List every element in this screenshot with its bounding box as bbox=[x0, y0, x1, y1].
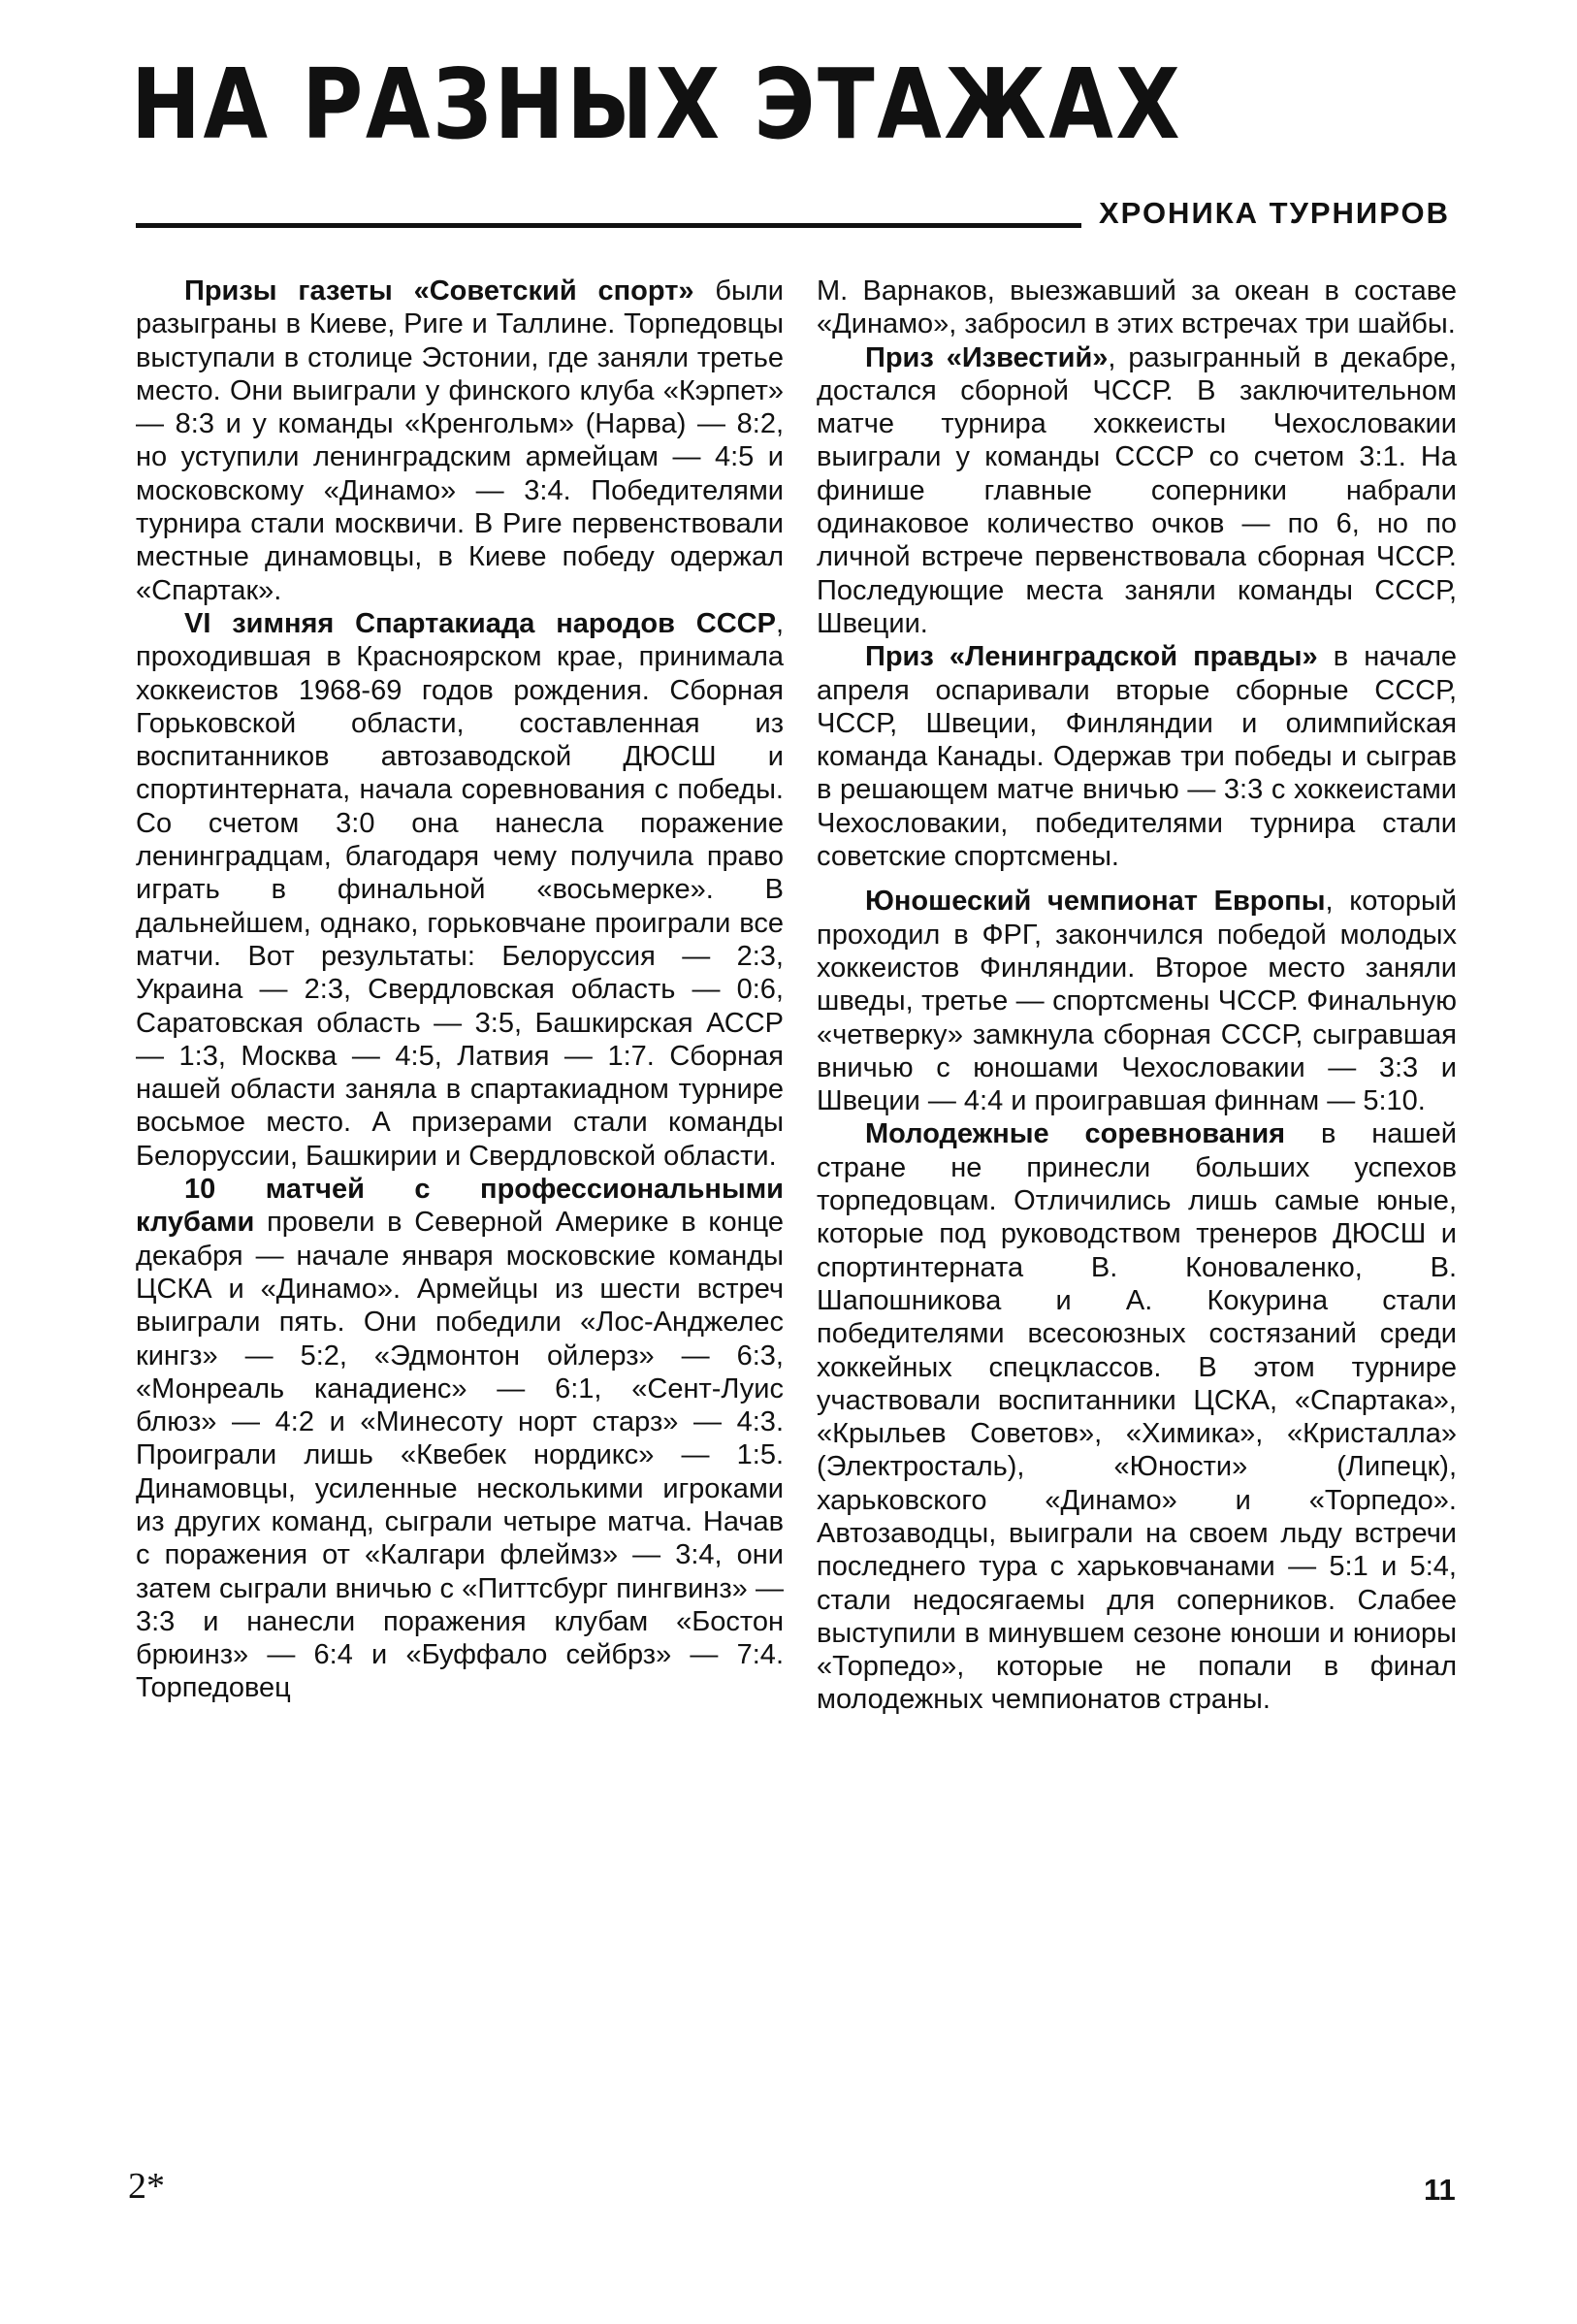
paragraph-text: в нашей стране не принесли больших успехов торпедовцам. Отличились лишь самые юные, которые под руководством тренеров ДЮСШ и спортинтерната В. Коноваленко, В. Шапошникова и А. Кокурина стали победителями всесоюзных состязаний среди хоккейных спецклассов. В этом турнире участвовали воспитанники ЦСКА, «Спартака», «Крыльев Советов», «Химика», «Кристалла» (Электросталь), «Юности» (Липецк), харьковского «Динамо» и «Торпедо». Автозаводцы, выиграли на своем льду встречи последнего тура с харьковчанами — 5:1 и 5:4, стали недосягаемы для соперников. Слабее выступили в минувшем сезоне юноши и юниоры «Торпедо», которые не попали в финал молодежных чемпионатов страны. bbox=[817, 1118, 1457, 1716]
paragraph-text: были разыграны в Киеве, Риге и Таллине. Торпедовцы выступали в столице Эстонии, где заняли третье место. Они выиграли у финского клуба «Кэрпет» — 8:3 и у команды «Кренгольм» (Нарва) — 8:2, но уступили ленинградским армейцам — 4:5 и московскому «Динамо» — 3:4. Победителями турнира стали москвичи. В Риге первенствовали местные динамовцы, в Киеве победу одержал «Спартак». bbox=[136, 275, 784, 606]
article-paragraph bbox=[136, 274, 784, 607]
signature-mark: 2* bbox=[128, 2166, 165, 2207]
paragraph-lead: 10 матчей с профессиональными клубами bbox=[136, 1174, 784, 1239]
page-title: НА РАЗНЫХ ЭТАЖАХ bbox=[131, 48, 1183, 161]
article-paragraph bbox=[817, 885, 1457, 1117]
article-paragraph bbox=[817, 274, 1457, 341]
paragraph-text: , проходившая в Красноярском крае, принимала хоккеистов 1968-69 годов рождения. Сборная Горьковской области, составленная из воспитанников автозаводской ДЮСШ и спортинтерната, начала соревнования с победы. Со счетом 3:0 она нанесла поражение ленинградцам, благодаря чему получила право играть в финальной «восьмерке». В дальнейшем, однако, горьковчане проиграли все матчи. Вот результаты: Белоруссия — 2:3, Украина — 2:3, Свердловская область — 0:6, Саратовская область — 3:5, Башкирская АССР — 1:3, Москва — 4:5, Латвия — 1:7. Сборная нашей области заняла в спартакиадном турнире восьмое место. А призерами стали команды Белоруссии, Башкирии и Свердловской области. bbox=[136, 607, 784, 1172]
paragraph-lead: Приз «Известий» bbox=[865, 341, 1109, 373]
paragraph-lead: Приз «Ленинградской правды» bbox=[865, 641, 1318, 673]
paragraph-text: в начале апреля оспаривали вторые сборные СССР, ЧССР, Швеции, Финляндии и олимпийская команда Канады. Одержав три победы и сыграв в решающем матче вничью — 3:3 с хоккеистами Чехословакии, победителями турнира стали советские спортсмены. bbox=[817, 641, 1457, 873]
left-column bbox=[136, 274, 784, 1705]
article-paragraph bbox=[817, 1117, 1457, 1716]
paragraph-text: провели в Северной Америке в конце декабря — начале января московские команды ЦСКА и «Динамо». Армейцы из шести встреч выиграли пять. Они победили «Лос-Анджелес кингз» — 5:2, «Эдмонтон ойлерз» — 6:3, «Монреаль канадиенс» — 6:1, «Сент-Луис блюз» — 4:2 и «Минесоту норт старз» — 4:3. Проиграли лишь «Квебек нордикс» — 1:5. Динамовцы, усиленные несколькими игроками из других команд, сыграли четыре матча. Начав с поражения от «Калгари флеймз» — 3:4, они затем сыграли вничью с «Питтсбург пингвинз» — 3:3 и нанесли поражения клубам «Бостон брюинз» — 6:4 и «Буффало сейбрз» — 7:4. Торпедовец bbox=[136, 1207, 784, 1704]
paragraph-text: М. Варнаков, выезжавший за океан в составе «Динамо», забросил в этих встречах три шайбы. bbox=[817, 275, 1457, 340]
paragraph-text: , который проходил в ФРГ, закончился победой молодых хоккеистов Финляндии. Второе место заняли шведы, третье — спортсмены ЧССР. Финальную «четверку» замкнула сборная СССР, сыгравшая вничью с юношами Чехословакии — 3:3 и Швеции — 4:4 и проигравшая финнам — 5:10. bbox=[817, 886, 1457, 1117]
paragraph-text: , разыгранный в декабре, достался сборной ЧССР. В заключительном матче турнира хоккеисты Чехословакии выиграли у команды СССР со счетом 3:1. На финише главные соперники набрали одинаковое количество очков — по 6, но по личной встрече первенствовала сборная ЧССР. Последующие места заняли команды СССР, Швеции. bbox=[817, 341, 1457, 639]
article-paragraph bbox=[817, 341, 1457, 641]
page-number: 11 bbox=[1424, 2173, 1456, 2207]
article-paragraph bbox=[136, 1173, 784, 1705]
paragraph-lead: VI зимняя Спартакиада народов СССР bbox=[184, 607, 776, 639]
paragraph-lead: Юношеский чемпионат Европы bbox=[865, 886, 1326, 918]
header-rule bbox=[136, 223, 1081, 228]
article-paragraph bbox=[136, 607, 784, 1173]
paragraph-lead: Молодежные соревнования bbox=[865, 1118, 1286, 1150]
article-paragraph bbox=[817, 640, 1457, 873]
right-column bbox=[817, 274, 1457, 1717]
section-heading: ХРОНИКА ТУРНИРОВ bbox=[1099, 196, 1450, 230]
paragraph-lead: Призы газеты «Советский спорт» bbox=[184, 275, 694, 307]
